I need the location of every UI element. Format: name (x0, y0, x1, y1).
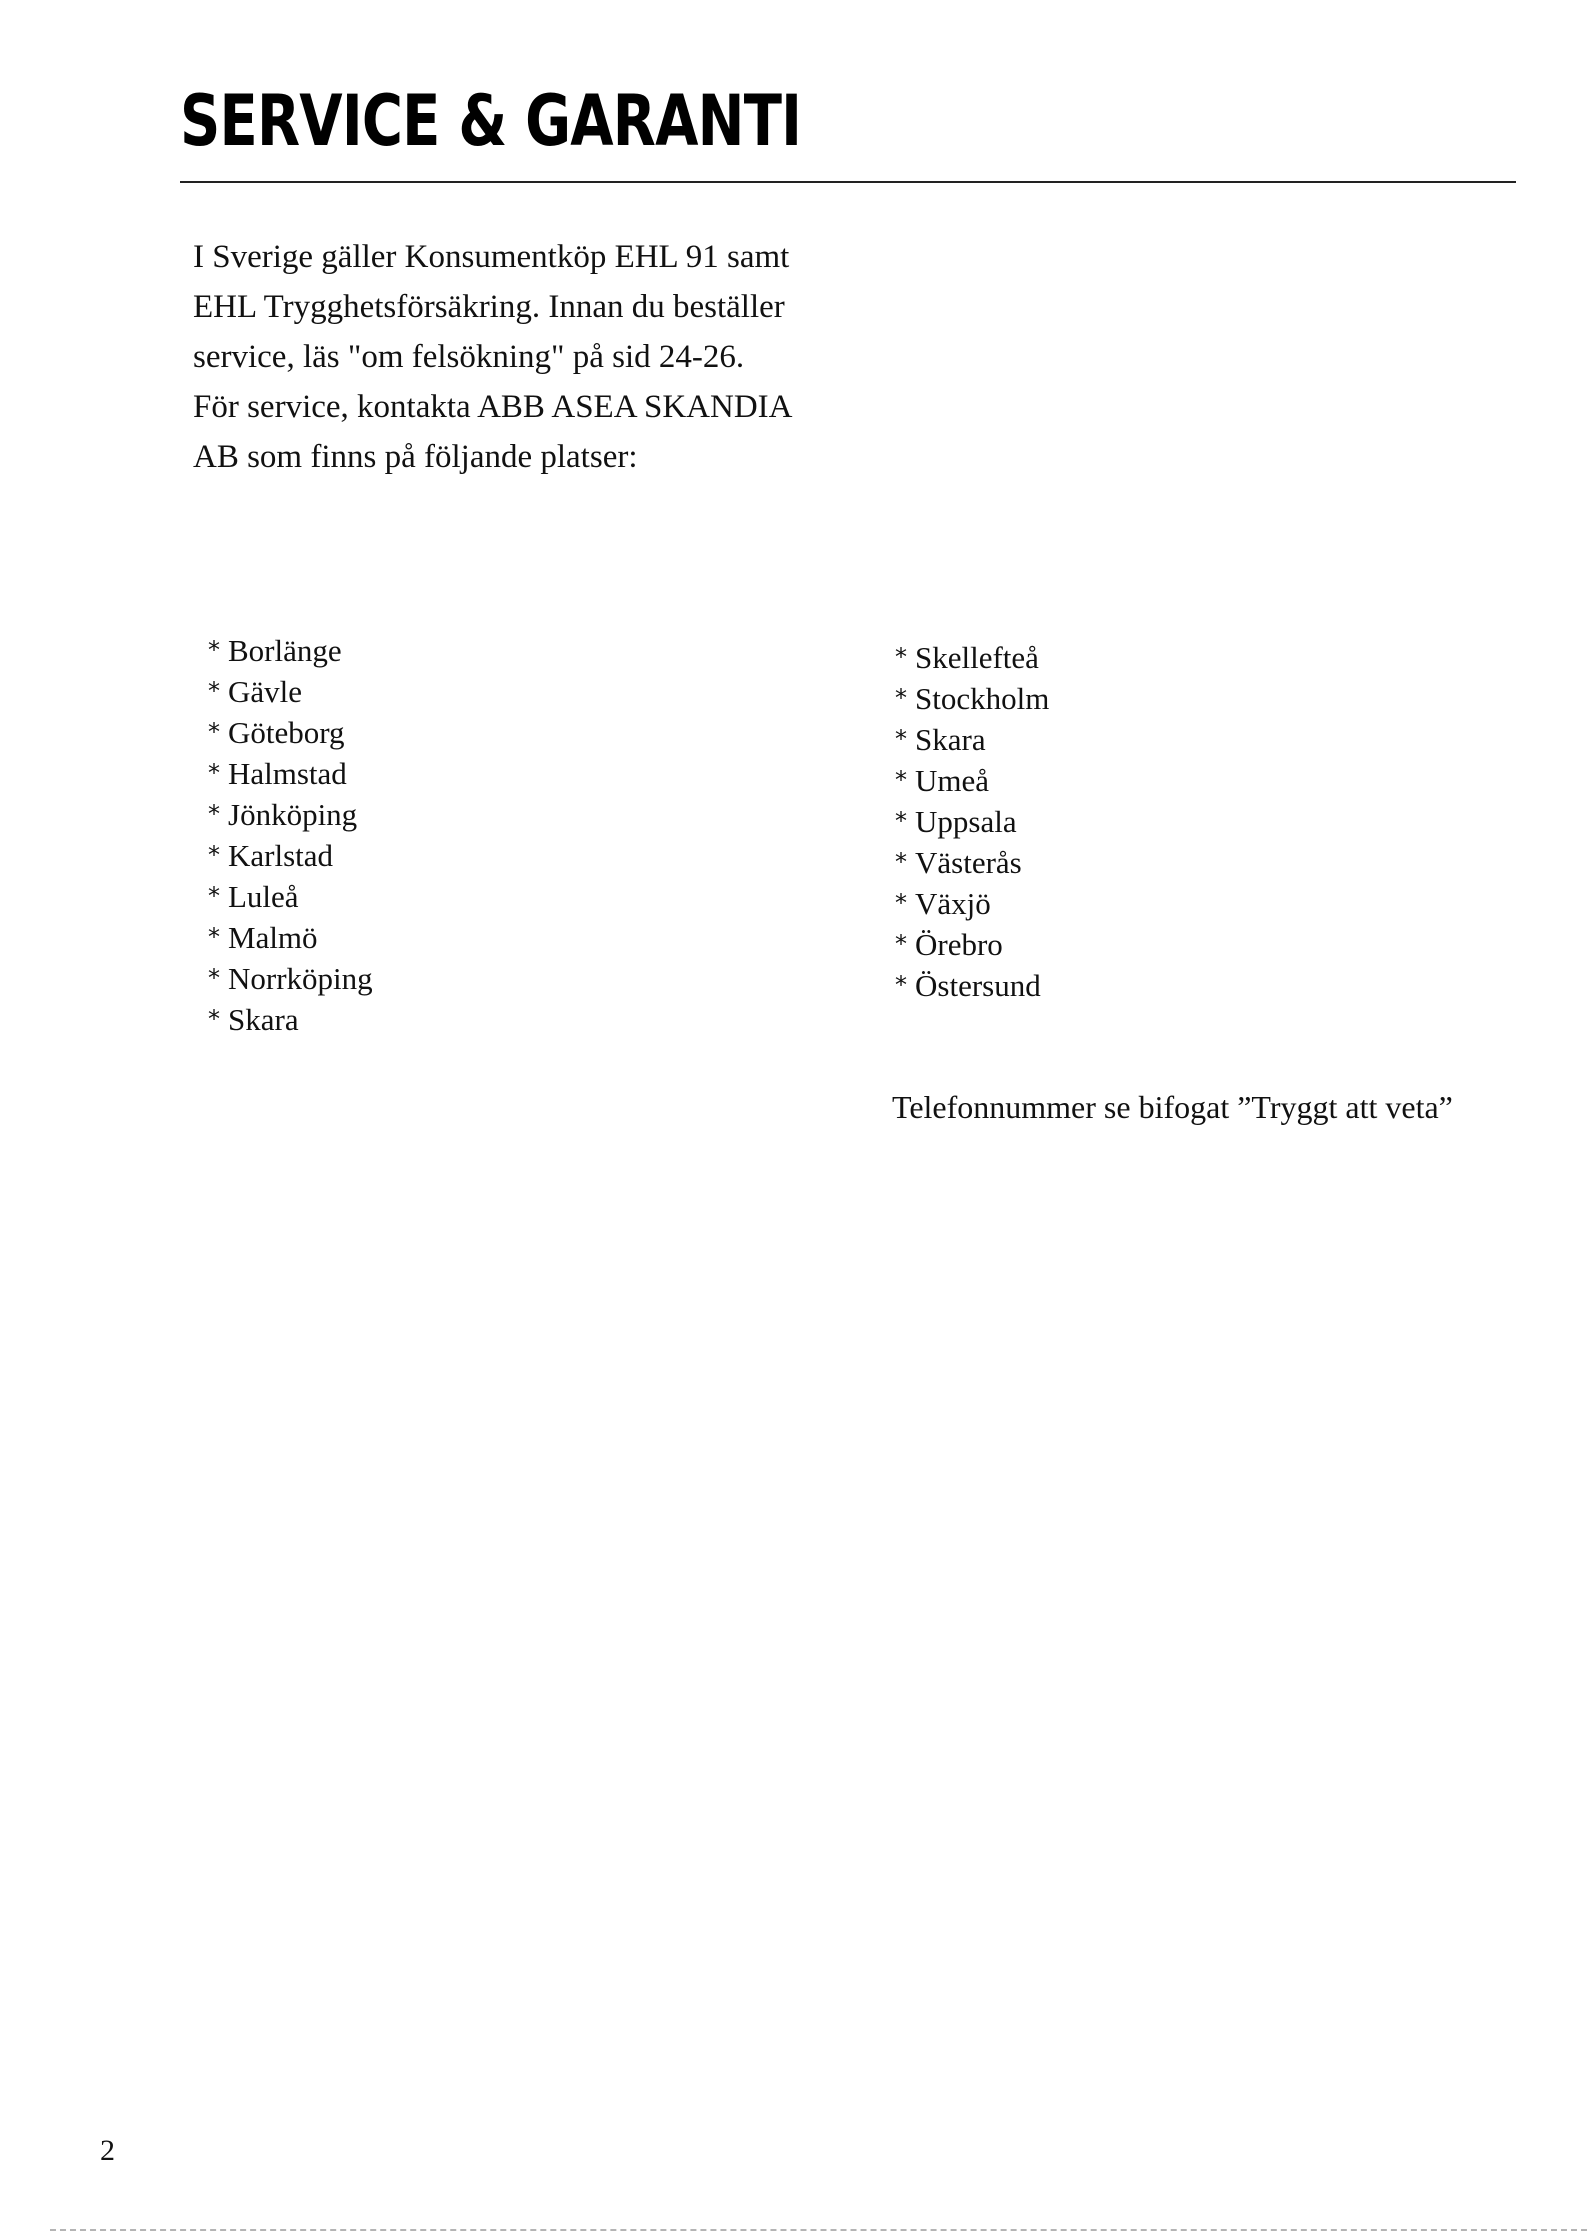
location-item (895, 637, 1049, 678)
location-name: Växjö (915, 886, 991, 921)
service-locations-left-column (208, 630, 373, 1040)
location-name: Borlänge (228, 633, 342, 668)
intro-line: För service, kontakta ABB ASEA SKANDIA (193, 389, 793, 425)
location-name: Malmö (228, 920, 318, 955)
location-item (895, 801, 1049, 842)
location-name: Skellefteå (915, 640, 1039, 675)
location-item (895, 678, 1049, 719)
asterisk-bullet: * (208, 636, 220, 664)
location-item (208, 917, 373, 958)
location-name: Gävle (228, 674, 303, 709)
asterisk-bullet: * (208, 677, 220, 705)
asterisk-bullet: * (895, 807, 907, 835)
asterisk-bullet: * (208, 882, 220, 910)
asterisk-bullet: * (208, 923, 220, 951)
location-item (895, 965, 1049, 1006)
location-name: Västerås (915, 845, 1022, 880)
location-name: Skara (228, 1002, 299, 1037)
location-name: Umeå (915, 763, 990, 798)
location-name: Luleå (228, 879, 299, 914)
asterisk-bullet: * (208, 1005, 220, 1033)
location-item (208, 712, 373, 753)
asterisk-bullet: * (895, 971, 907, 999)
location-name: Göteborg (228, 715, 345, 750)
asterisk-bullet: * (895, 848, 907, 876)
asterisk-bullet: * (208, 759, 220, 787)
location-name: Uppsala (915, 804, 1017, 839)
intro-line: I Sverige gäller Konsumentköp EHL 91 samt (193, 239, 790, 275)
intro-line: EHL Trygghetsförsäkring. Innan du beställer (193, 289, 785, 325)
location-name: Norrköping (228, 961, 373, 996)
page-title: SERVICE & GARANTI (180, 80, 802, 162)
service-locations-right-column (895, 637, 1049, 1006)
title-divider (180, 181, 1516, 183)
asterisk-bullet: * (895, 930, 907, 958)
location-item (895, 842, 1049, 883)
asterisk-bullet: * (208, 964, 220, 992)
location-item (208, 835, 373, 876)
location-name: Karlstad (228, 838, 334, 873)
location-name: Skara (915, 722, 986, 757)
phone-number-note: Telefonnummer se bifogat ”Tryggt att veta” (892, 1089, 1453, 1125)
location-name: Stockholm (915, 681, 1050, 716)
location-item (208, 794, 373, 835)
location-item (895, 924, 1049, 965)
page-number: 2 (100, 2134, 115, 2167)
location-name: Örebro (915, 927, 1003, 962)
scan-edge-divider (50, 2229, 1587, 2231)
location-item (895, 719, 1049, 760)
location-item (208, 999, 373, 1040)
asterisk-bullet: * (895, 889, 907, 917)
asterisk-bullet: * (895, 766, 907, 794)
intro-line: AB som finns på följande platser: (193, 439, 638, 475)
location-item (208, 958, 373, 999)
location-name: Jönköping (228, 797, 358, 832)
location-item (208, 630, 373, 671)
asterisk-bullet: * (895, 725, 907, 753)
intro-line: service, läs "om felsökning" på sid 24-26. (193, 339, 745, 375)
asterisk-bullet: * (208, 800, 220, 828)
location-item (208, 876, 373, 917)
location-name: Halmstad (228, 756, 347, 791)
location-item (208, 753, 373, 794)
location-item (208, 671, 373, 712)
location-item (895, 760, 1049, 801)
asterisk-bullet: * (895, 684, 907, 712)
location-item (895, 883, 1049, 924)
asterisk-bullet: * (208, 718, 220, 746)
asterisk-bullet: * (208, 841, 220, 869)
asterisk-bullet: * (895, 643, 907, 671)
intro-paragraph (193, 232, 913, 482)
location-name: Östersund (915, 968, 1041, 1003)
